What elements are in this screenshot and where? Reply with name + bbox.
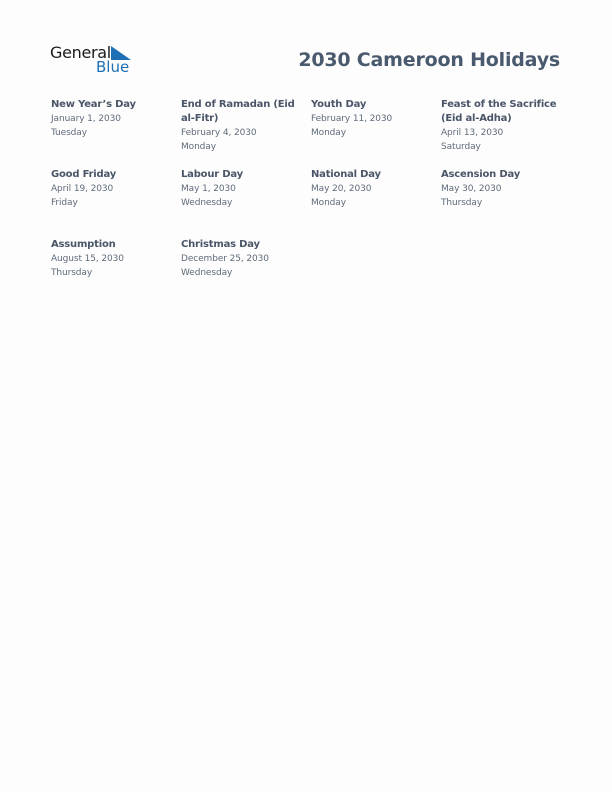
holiday-name: Youth Day (311, 99, 367, 110)
holiday-item (441, 98, 559, 154)
logo-text-blue: Blue (96, 58, 130, 76)
holiday-weekday: Monday (181, 142, 216, 152)
holiday-weekday: Friday (51, 198, 78, 208)
holiday-name: Good Friday (51, 169, 117, 180)
holiday-item (51, 98, 173, 140)
holiday-date: May 20, 2030 (311, 184, 372, 194)
holiday-item (51, 168, 173, 210)
holiday-item (311, 168, 433, 210)
holiday-name: Feast of the Sacrifice (Eid al-Adha) (441, 99, 557, 124)
holiday-item (311, 98, 433, 140)
holiday-date: January 1, 2030 (51, 114, 121, 124)
holiday-date: February 4, 2030 (181, 128, 257, 138)
holiday-date: August 15, 2030 (51, 254, 124, 264)
generalblue-logo (50, 44, 140, 78)
holiday-weekday: Wednesday (181, 268, 233, 278)
holiday-weekday: Tuesday (51, 128, 87, 138)
holiday-name: Labour Day (181, 169, 243, 180)
holiday-weekday: Wednesday (181, 198, 233, 208)
holiday-name: Christmas Day (181, 239, 260, 250)
holiday-item (181, 98, 303, 154)
page-title: 2030 Cameroon Holidays (298, 49, 560, 71)
holiday-date: May 1, 2030 (181, 184, 236, 194)
holiday-item (441, 168, 559, 210)
holiday-name: Ascension Day (441, 169, 521, 180)
holiday-name: End of Ramadan (Eid al-Fitr) (181, 99, 295, 124)
logo-text-general: General (50, 43, 111, 62)
holiday-date: May 30, 2030 (441, 184, 502, 194)
holiday-item (51, 238, 173, 280)
holiday-weekday: Saturday (441, 142, 481, 152)
holiday-weekday: Thursday (441, 198, 483, 208)
holiday-weekday: Monday (311, 198, 346, 208)
holiday-date: February 11, 2030 (311, 114, 393, 124)
holiday-name: New Year’s Day (51, 99, 136, 110)
holiday-item (181, 168, 303, 210)
holiday-weekday: Monday (311, 128, 346, 138)
holiday-item (181, 238, 303, 280)
holiday-date: April 19, 2030 (51, 184, 114, 194)
holiday-name: National Day (311, 169, 381, 180)
holiday-weekday: Thursday (51, 268, 93, 278)
holiday-date: December 25, 2030 (181, 254, 269, 264)
holiday-date: April 13, 2030 (441, 128, 504, 138)
holiday-name: Assumption (51, 239, 116, 250)
